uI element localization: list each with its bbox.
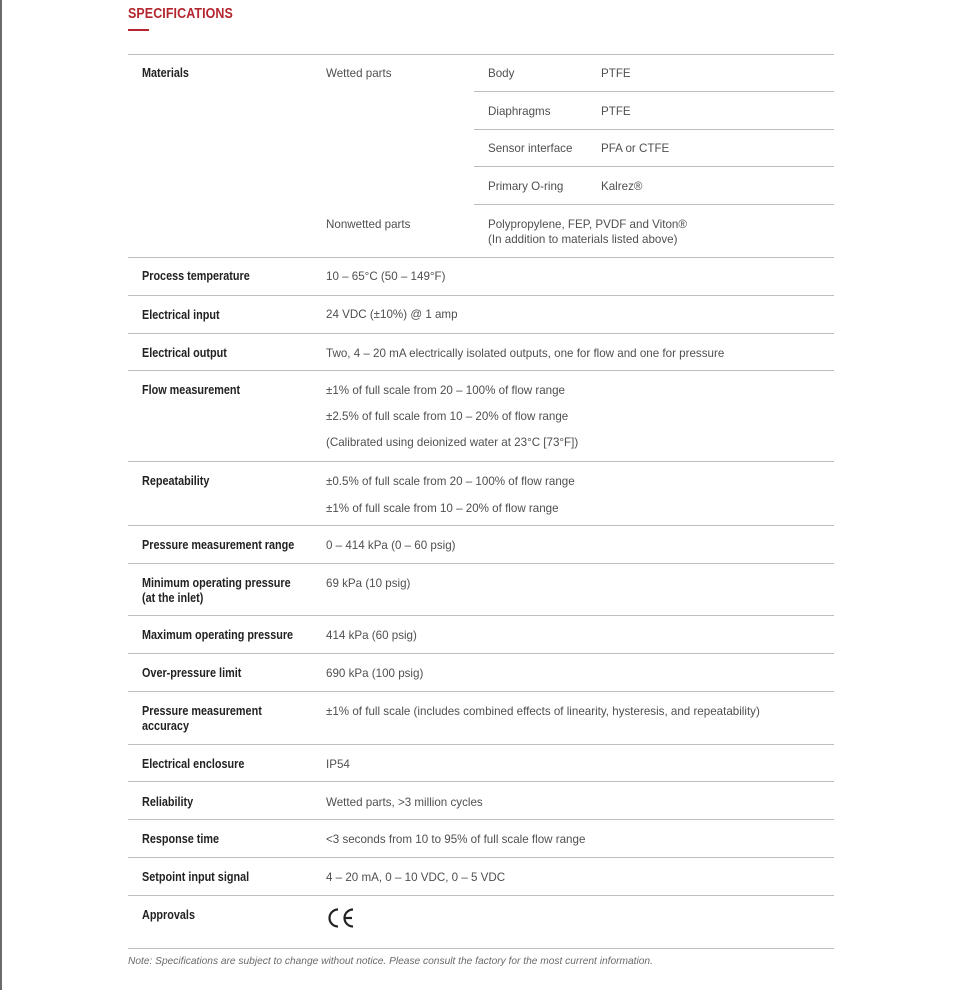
spec-value: ±1% of full scale from 10 – 20% of flow range: [326, 502, 559, 515]
spec-value: ±0.5% of full scale from 20 – 100% of flow range: [326, 475, 575, 488]
spec-value: 414 kPa (60 psig): [326, 629, 417, 642]
spec-value: (Calibrated using deionized water at 23°C [73°F]): [326, 436, 579, 449]
spec-value: ±1% of full scale (includes combined effects of linearity, hysteresis, and repeatability): [326, 705, 760, 718]
material-part: Sensor interface: [488, 142, 573, 155]
spec-value: 4 – 20 mA, 0 – 10 VDC, 0 – 5 VDC: [326, 871, 506, 884]
spec-value: 10 – 65°C (50 – 149°F): [326, 270, 446, 283]
subrow-divider: [474, 129, 834, 130]
spec-label-minimum-operating-pressure-qualifier: (at the inlet): [142, 591, 204, 605]
spec-label-process-temperature: Process temperature: [142, 269, 250, 283]
row-divider: [128, 819, 834, 820]
material-part: Primary O-ring: [488, 180, 564, 193]
row-divider: [128, 895, 834, 896]
row-divider: [128, 295, 834, 296]
row-divider: [128, 257, 834, 258]
nonwetted-materials-note: (In addition to materials listed above): [488, 233, 678, 246]
spec-label-pressure-measurement-range: Pressure measurement range: [142, 538, 295, 552]
footnote: Note: Specifications are subject to change without notice. Please consult the factory for the most current information.: [128, 956, 653, 967]
spec-label-response-time: Response time: [142, 832, 220, 846]
row-divider: [128, 615, 834, 616]
spec-label-flow-measurement: Flow measurement: [142, 383, 241, 397]
spec-value: 690 kPa (100 psig): [326, 667, 424, 680]
row-divider: [128, 744, 834, 745]
row-divider: [128, 563, 834, 564]
spec-label-electrical-input: Electrical input: [142, 308, 220, 322]
row-divider: [128, 857, 834, 858]
spec-value: ±1% of full scale from 20 – 100% of flow range: [326, 384, 566, 397]
spec-label-repeatability: Repeatability: [142, 474, 210, 488]
material-value: PTFE: [601, 105, 631, 118]
subrow-divider: [474, 166, 834, 167]
material-value: PFA or CTFE: [601, 142, 670, 155]
row-divider: [128, 370, 834, 371]
spec-label-reliability: Reliability: [142, 795, 194, 809]
spec-label-maximum-operating-pressure: Maximum operating pressure: [142, 628, 294, 642]
spec-value: IP54: [326, 758, 350, 771]
spec-label-over-pressure-limit: Over-pressure limit: [142, 666, 242, 680]
spec-label-electrical-output: Electrical output: [142, 346, 227, 360]
material-value: Kalrez®: [601, 180, 643, 193]
spec-value: ±2.5% of full scale from 10 – 20% of flow range: [326, 410, 569, 423]
spec-label-approvals: Approvals: [142, 908, 195, 922]
spec-label-pressure-measurement-accuracy: Pressure measurement: [142, 704, 262, 718]
page-left-border: [0, 0, 2, 990]
spec-label-minimum-operating-pressure: Minimum operating pressure: [142, 576, 291, 590]
row-divider: [128, 781, 834, 782]
spec-label-materials: Materials: [142, 66, 189, 80]
row-divider: [128, 525, 834, 526]
row-divider: [128, 691, 834, 692]
section-heading: SPECIFICATIONS: [128, 6, 233, 22]
subrow-divider: [474, 204, 834, 205]
ce-mark-icon: [326, 906, 356, 930]
spec-label-pressure-measurement-accuracy-cont: accuracy: [142, 719, 189, 733]
spec-value: 69 kPa (10 psig): [326, 577, 411, 590]
nonwetted-materials: Polypropylene, FEP, PVDF and Viton®: [488, 218, 687, 231]
spec-value: <3 seconds from 10 to 95% of full scale flow range: [326, 833, 586, 846]
spec-label-setpoint-input-signal: Setpoint input signal: [142, 870, 250, 884]
subrow-divider: [474, 91, 834, 92]
row-divider: [128, 54, 834, 55]
spec-value: 0 – 414 kPa (0 – 60 psig): [326, 539, 456, 552]
row-divider: [128, 948, 834, 949]
material-part: Body: [488, 67, 515, 80]
spec-value: Two, 4 – 20 mA electrically isolated outputs, one for flow and one for pressure: [326, 347, 725, 360]
row-divider: [128, 653, 834, 654]
spec-value: Wetted parts, >3 million cycles: [326, 796, 483, 809]
nonwetted-parts-label: Nonwetted parts: [326, 218, 411, 231]
heading-underline: [128, 29, 149, 31]
spec-label-electrical-enclosure: Electrical enclosure: [142, 757, 245, 771]
spec-value: 24 VDC (±10%) @ 1 amp: [326, 308, 458, 321]
material-part: Diaphragms: [488, 105, 551, 118]
row-divider: [128, 333, 834, 334]
material-value: PTFE: [601, 67, 631, 80]
row-divider: [128, 461, 834, 462]
wetted-parts-label: Wetted parts: [326, 67, 392, 80]
